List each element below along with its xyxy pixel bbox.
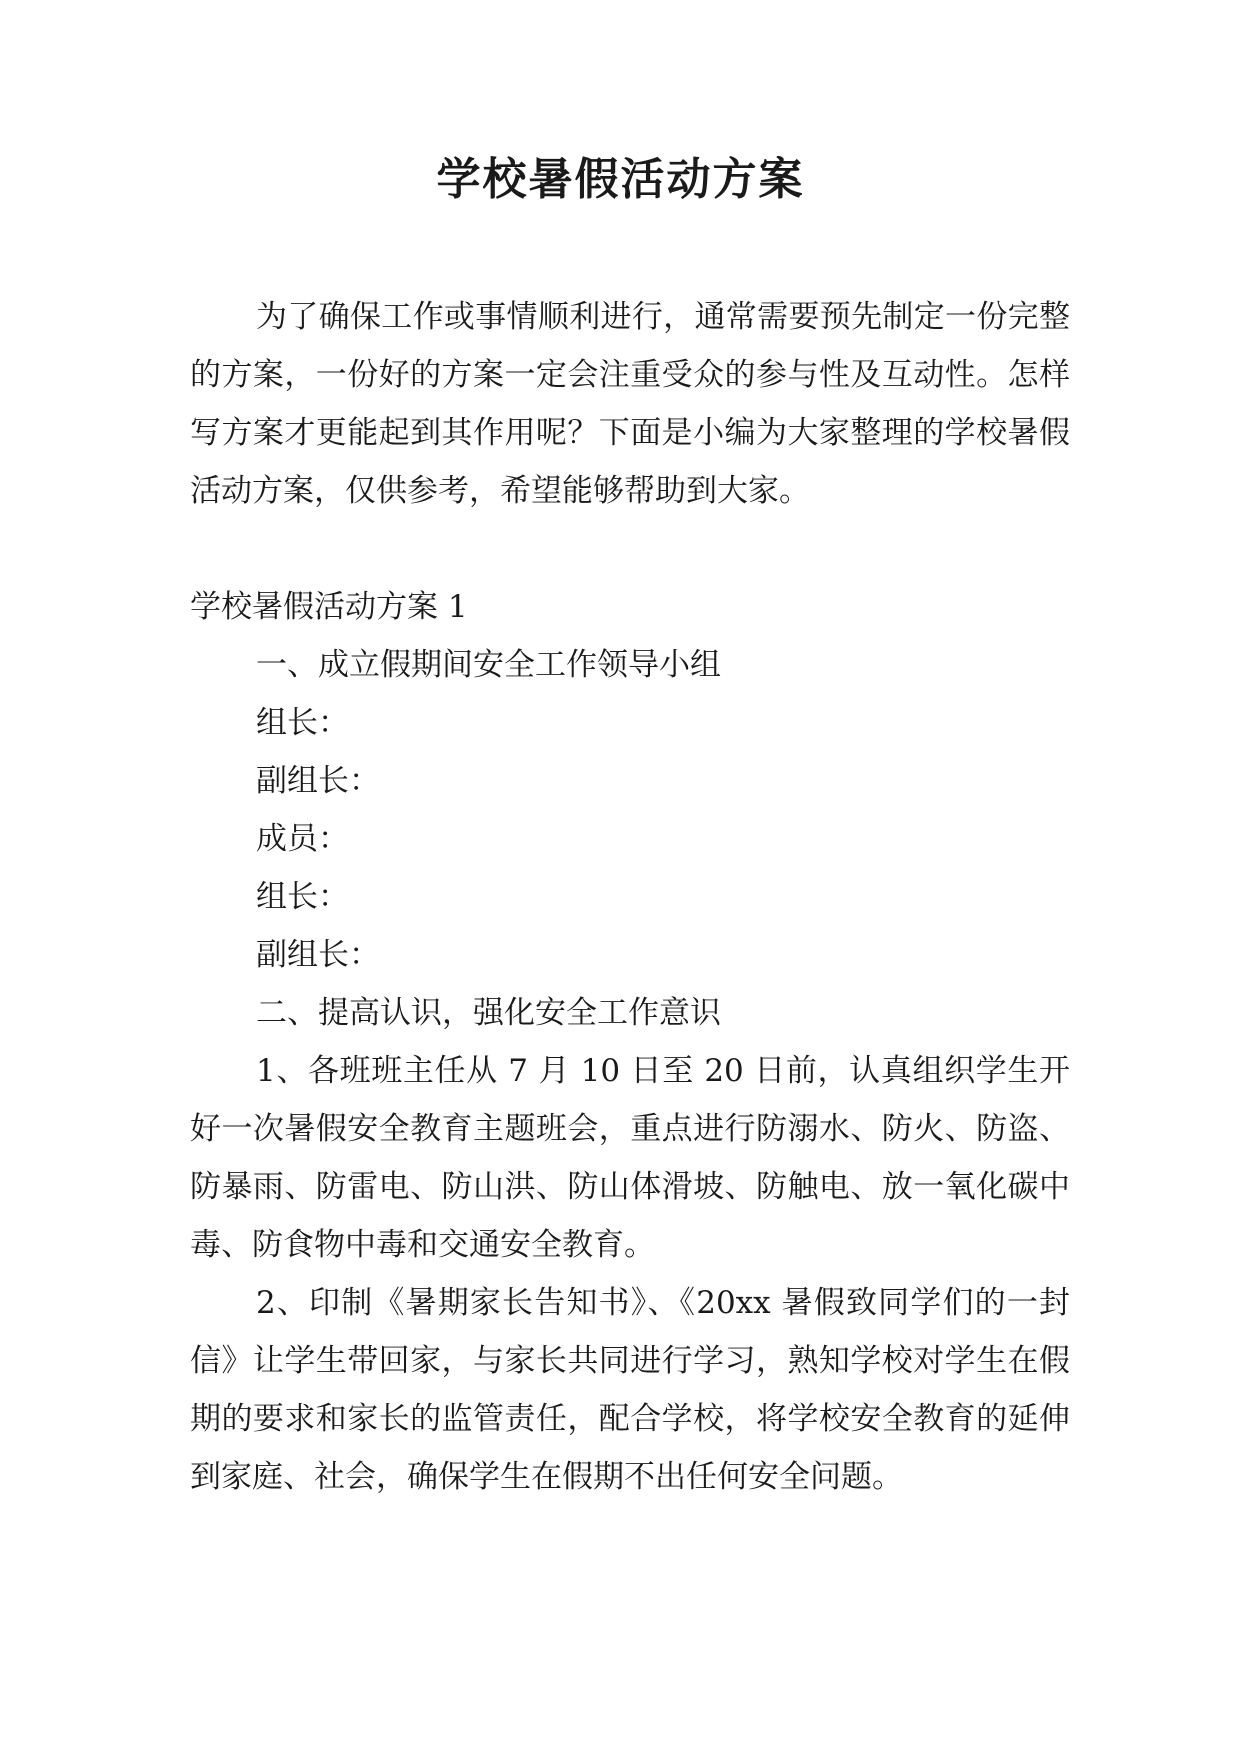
item-paragraph-1: 1、各班班主任从 7 月 10 日至 20 日前，认真组织学生开好一次暑假安全教育主题班会，重点进行防溺水、防火、防盗、防暴雨、防雷电、防山洪、防山体滑坡、防触电、放一氧化碳中毒、防食物中毒和交通安全教育。: [190, 1053, 1070, 1263]
intro-paragraph: 为了确保工作或事情顺利进行，通常需要预先制定一份完整的方案，一份好的方案一定会注重受众的参与性及互动性。怎样写方案才更能起到其作用呢？下面是小编为大家整理的学校暑假活动方案，仅供参考，希望能够帮助到大家。: [190, 299, 1070, 509]
deputy-leader-line-second: 副组长：: [256, 937, 380, 973]
heading-two: 二、提高认识，强化安全工作意识: [256, 995, 721, 1031]
item-paragraph-2: 2、印制《暑期家长告知书》、《20xx 暑假致同学们的一封信》让学生带回家，与家长共同进行学习，熟知学校对学生在假期的要求和家长的监管责任，配合学校，将学校安全教育的延伸到家庭、社会，确保学生在假期不出任何安全问题。: [190, 1285, 1070, 1495]
deputy-leader-line: 副组长：: [256, 763, 380, 799]
leader-line-second: 组长：: [256, 879, 349, 915]
document-title: 学校暑假活动方案: [436, 154, 805, 205]
members-line: 成员：: [256, 821, 349, 857]
leader-line: 组长：: [256, 705, 349, 741]
paragraph-spacer: [190, 520, 1070, 578]
document-body: [190, 288, 1070, 1506]
heading-one: 一、成立假期间安全工作领导小组: [256, 647, 721, 683]
section-title: 学校暑假活动方案 1: [190, 589, 468, 625]
